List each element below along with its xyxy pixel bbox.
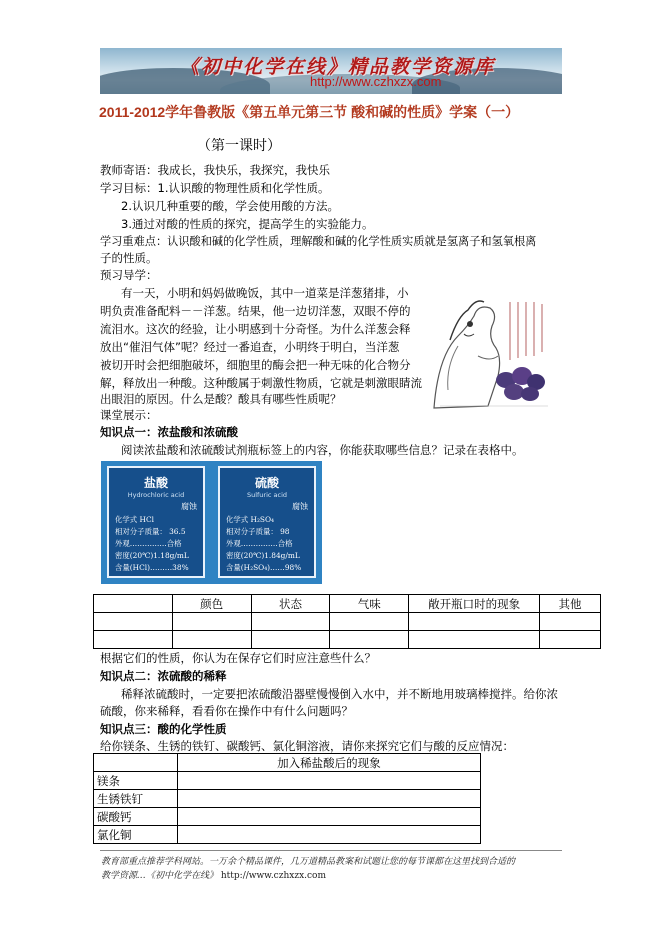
onion-illustration xyxy=(428,286,553,414)
story-line: 明负责准备配料－－洋葱。结果，他一边切洋葱，双眼不停的 xyxy=(100,304,411,318)
table-cell[interactable] xyxy=(409,613,540,631)
table-cell[interactable] xyxy=(94,631,173,649)
story-line: 被切开时会把细胞破坏，细胞里的酶会把一种无味的化合物分 xyxy=(100,358,411,372)
table-row xyxy=(94,772,481,790)
corrosive-mark: 腐蚀 xyxy=(292,502,308,511)
header-banner xyxy=(100,48,562,94)
label-appearance: 外观……………合格 xyxy=(226,539,293,548)
properties-table xyxy=(93,594,601,649)
table-cell[interactable] xyxy=(251,613,330,631)
table-cell[interactable] xyxy=(172,631,251,649)
table-row-label: 碳酸钙 xyxy=(94,808,178,826)
acid-reaction-table xyxy=(93,753,481,844)
knowledge-3-prompt: 给你镁条、生锈的铁钉、碳酸钙、氯化铜溶液，请你来探究它们与酸的反应情况： xyxy=(100,739,514,753)
knowledge-2-text: 硫酸，你来稀释，看看你在操作中有什么问题吗？ xyxy=(100,704,353,718)
table-header-cell: 加入稀盐酸后的现象 xyxy=(177,754,480,772)
label-name-en: Hydrochloric acid xyxy=(127,491,185,499)
page-footer xyxy=(101,855,561,883)
table-cell[interactable] xyxy=(177,790,480,808)
table-row-label: 氯化铜 xyxy=(94,826,178,844)
knowledge-1-prompt: 阅读浓盐酸和浓硫酸试剂瓶标签上的内容，你能获取哪些信息？记录在表格中。 xyxy=(121,443,524,457)
lesson-label: （第一课时） xyxy=(197,138,281,154)
label-mass: 相对分子质量： 36.5 xyxy=(115,527,186,536)
footer-url-link[interactable]: http://www.czhxzx.com xyxy=(220,871,327,881)
story-line: 有一天，小明和妈妈做晚饭，其中一道菜是洋葱猪排，小 xyxy=(121,286,409,300)
table-header-cell: 敞开瓶口时的现象 xyxy=(409,595,540,613)
label-content: 含量(HCl)………38% xyxy=(115,563,189,572)
label-appearance: 外观……………合格 xyxy=(115,539,182,548)
hcl-label xyxy=(107,466,205,578)
knowledge-2-text: 稀释浓硫酸时，一定要把浓硫酸沿器壁慢慢倒入水中，并不断地用玻璃棒搅拌。给你浓 xyxy=(121,687,558,701)
table-cell[interactable] xyxy=(177,808,480,826)
table-cell[interactable] xyxy=(172,613,251,631)
table-header-cell: 状态 xyxy=(251,595,330,613)
table-cell[interactable] xyxy=(251,631,330,649)
knowledge-2-heading: 知识点二：浓硫酸的稀释 xyxy=(100,669,227,683)
footer-text-line2 xyxy=(101,869,561,883)
h2so4-label xyxy=(218,466,316,578)
banner-url-link[interactable]: http://www.czhxzx.com xyxy=(310,74,442,89)
table-header-cell: 其他 xyxy=(540,595,601,613)
key-points: 学习重难点：认识酸和碱的化学性质，理解酸和碱的化学性质实质就是氢离子和氢氧根离 xyxy=(100,235,537,248)
preview-heading: 预习导学： xyxy=(100,268,158,282)
story-line: 解，释放出一种酸。这种酸属于刺激性物质，它就是刺激眼睛流 xyxy=(100,376,422,390)
table-cell[interactable] xyxy=(330,631,409,649)
table-cell[interactable] xyxy=(330,613,409,631)
table-cell[interactable] xyxy=(540,613,601,631)
label-mass: 相对分子质量： 98 xyxy=(226,527,290,536)
label-name-en: Sulfuric acid xyxy=(246,491,288,499)
footer-site-name: 教学资源…《初中化学在线》 xyxy=(101,871,219,881)
banner-title: 《初中化学在线》精品教学资源库 xyxy=(180,56,496,78)
table-row-label: 生锈铁钉 xyxy=(94,790,178,808)
table-header-row xyxy=(94,595,601,613)
story-line: 出眼泪的原因。什么是酸？酸具有哪些性质呢？ xyxy=(100,392,342,406)
storage-question: 根据它们的性质，你认为在保存它们时应注意些什么？ xyxy=(100,651,376,665)
goal-item: 3.通过对酸的性质的探究，提高学生的实验能力。 xyxy=(121,217,374,231)
goal-item: 2.认识几种重要的酸，学会使用酸的方法。 xyxy=(121,199,339,213)
story-line: 放出“催泪气体”呢？经过一番追查，小明终于明白，当洋葱 xyxy=(100,340,400,354)
table-cell[interactable] xyxy=(177,772,480,790)
key-points-cont: 子的性质。 xyxy=(100,251,158,265)
corrosive-mark: 腐蚀 xyxy=(181,502,197,511)
label-density: 密度(20℃)1.84g/mL xyxy=(226,551,300,560)
label-density: 密度(20℃)1.18g/mL xyxy=(115,551,189,560)
goals-heading: 学习目标：1.认识酸的物理性质和化学性质。 xyxy=(100,181,330,195)
label-formula: 化学式 HCl xyxy=(115,515,154,524)
table-cell[interactable] xyxy=(94,613,173,631)
document-title: 2011-2012学年鲁教版《第五单元第三节 酸和碱的性质》学案（一） xyxy=(99,104,520,120)
table-header-cell: 气味 xyxy=(330,595,409,613)
knowledge-3-heading: 知识点三：酸的化学性质 xyxy=(100,722,227,736)
table-cell[interactable] xyxy=(540,631,601,649)
table-header-row xyxy=(94,754,481,772)
table-cell[interactable] xyxy=(177,826,480,844)
label-name-cn: 硫酸 xyxy=(254,476,279,490)
table-cell[interactable] xyxy=(409,631,540,649)
table-row xyxy=(94,631,601,649)
teacher-message: 教师寄语：我成长，我快乐，我探究，我快乐 xyxy=(100,163,330,177)
table-header-cell xyxy=(94,595,173,613)
table-row-label: 镁条 xyxy=(94,772,178,790)
table-row xyxy=(94,826,481,844)
reagent-labels-image xyxy=(101,461,322,584)
table-header-cell: 颜色 xyxy=(172,595,251,613)
label-name-cn: 盐酸 xyxy=(143,476,168,490)
knowledge-1-heading: 知识点一：浓盐酸和浓硫酸 xyxy=(100,425,238,439)
label-content: 含量(H₂SO₄)……98% xyxy=(226,563,302,572)
story-line: 流泪水。这次的经验，让小明感到十分奇怪。为什么洋葱会释 xyxy=(100,322,411,336)
table-row xyxy=(94,790,481,808)
table-header-cell xyxy=(94,754,178,772)
table-row xyxy=(94,613,601,631)
label-formula: 化学式 H₂SO₄ xyxy=(226,515,275,524)
footer-divider xyxy=(100,850,562,851)
class-heading: 课堂展示： xyxy=(100,408,158,422)
table-row xyxy=(94,808,481,826)
footer-text: 教育部重点推荐学科网站。一万余个精品课件，几万道精品教案和试题让您的每节课都在这里找到合适的 xyxy=(101,857,516,867)
